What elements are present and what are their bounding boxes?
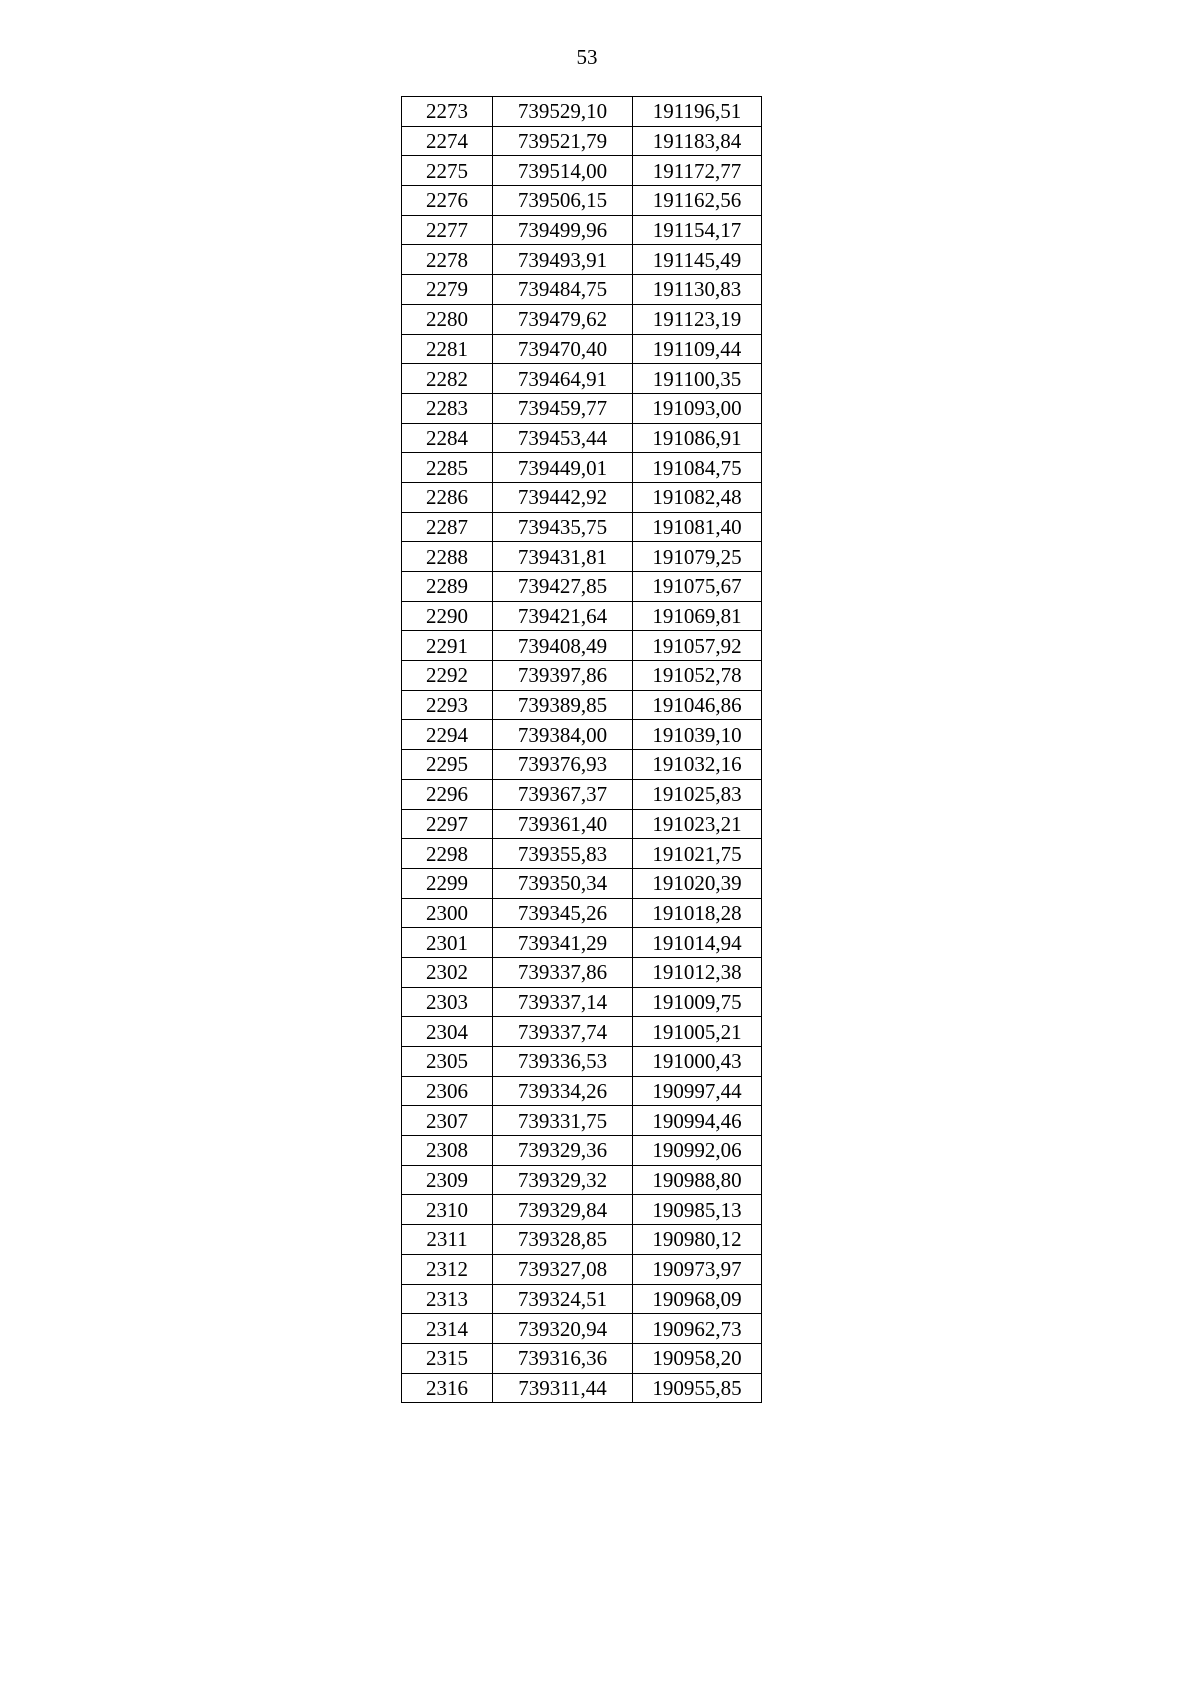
y-coordinate-cell: 191145,49 [633, 245, 762, 275]
table-row [402, 512, 762, 542]
x-coordinate-cell: 739328,85 [493, 1225, 633, 1255]
point-number-cell: 2313 [402, 1284, 493, 1314]
x-coordinate-cell: 739376,93 [493, 750, 633, 780]
x-coordinate-cell: 739464,91 [493, 364, 633, 394]
y-coordinate-cell: 191123,19 [633, 304, 762, 334]
table-row [402, 1254, 762, 1284]
point-number-cell: 2295 [402, 750, 493, 780]
point-number-cell: 2280 [402, 304, 493, 334]
x-coordinate-cell: 739311,44 [493, 1373, 633, 1403]
x-coordinate-cell: 739361,40 [493, 809, 633, 839]
point-number-cell: 2305 [402, 1047, 493, 1077]
y-coordinate-cell: 191039,10 [633, 720, 762, 750]
table-row [402, 750, 762, 780]
table-row [402, 304, 762, 334]
table-row [402, 601, 762, 631]
table-row [402, 334, 762, 364]
point-number-cell: 2277 [402, 215, 493, 245]
point-number-cell: 2296 [402, 779, 493, 809]
x-coordinate-cell: 739329,32 [493, 1165, 633, 1195]
y-coordinate-cell: 191093,00 [633, 393, 762, 423]
y-coordinate-cell: 191154,17 [633, 215, 762, 245]
point-number-cell: 2286 [402, 482, 493, 512]
coordinates-table-body [402, 97, 762, 1403]
table-row [402, 1373, 762, 1403]
x-coordinate-cell: 739529,10 [493, 97, 633, 127]
point-number-cell: 2293 [402, 690, 493, 720]
point-number-cell: 2309 [402, 1165, 493, 1195]
y-coordinate-cell: 191081,40 [633, 512, 762, 542]
y-coordinate-cell: 191057,92 [633, 631, 762, 661]
point-number-cell: 2297 [402, 809, 493, 839]
x-coordinate-cell: 739449,01 [493, 453, 633, 483]
y-coordinate-cell: 191000,43 [633, 1047, 762, 1077]
x-coordinate-cell: 739397,86 [493, 661, 633, 691]
point-number-cell: 2273 [402, 97, 493, 127]
y-coordinate-cell: 191021,75 [633, 839, 762, 869]
x-coordinate-cell: 739316,36 [493, 1343, 633, 1373]
y-coordinate-cell: 190985,13 [633, 1195, 762, 1225]
point-number-cell: 2276 [402, 186, 493, 216]
x-coordinate-cell: 739327,08 [493, 1254, 633, 1284]
point-number-cell: 2300 [402, 898, 493, 928]
point-number-cell: 2287 [402, 512, 493, 542]
y-coordinate-cell: 191196,51 [633, 97, 762, 127]
table-row [402, 928, 762, 958]
x-coordinate-cell: 739320,94 [493, 1314, 633, 1344]
point-number-cell: 2306 [402, 1076, 493, 1106]
x-coordinate-cell: 739506,15 [493, 186, 633, 216]
table-row [402, 720, 762, 750]
y-coordinate-cell: 190968,09 [633, 1284, 762, 1314]
table-row [402, 1284, 762, 1314]
point-number-cell: 2288 [402, 542, 493, 572]
table-row [402, 898, 762, 928]
x-coordinate-cell: 739336,53 [493, 1047, 633, 1077]
y-coordinate-cell: 191046,86 [633, 690, 762, 720]
x-coordinate-cell: 739389,85 [493, 690, 633, 720]
x-coordinate-cell: 739350,34 [493, 868, 633, 898]
table-row [402, 453, 762, 483]
table-row [402, 661, 762, 691]
x-coordinate-cell: 739499,96 [493, 215, 633, 245]
table-row [402, 215, 762, 245]
table-row [402, 957, 762, 987]
y-coordinate-cell: 191032,16 [633, 750, 762, 780]
point-number-cell: 2279 [402, 275, 493, 305]
x-coordinate-cell: 739341,29 [493, 928, 633, 958]
y-coordinate-cell: 190980,12 [633, 1225, 762, 1255]
y-coordinate-cell: 191075,67 [633, 572, 762, 602]
table-row [402, 868, 762, 898]
y-coordinate-cell: 190973,97 [633, 1254, 762, 1284]
table-row [402, 156, 762, 186]
table-row [402, 245, 762, 275]
point-number-cell: 2299 [402, 868, 493, 898]
x-coordinate-cell: 739427,85 [493, 572, 633, 602]
y-coordinate-cell: 191025,83 [633, 779, 762, 809]
y-coordinate-cell: 190962,73 [633, 1314, 762, 1344]
x-coordinate-cell: 739459,77 [493, 393, 633, 423]
point-number-cell: 2312 [402, 1254, 493, 1284]
point-number-cell: 2304 [402, 1017, 493, 1047]
x-coordinate-cell: 739431,81 [493, 542, 633, 572]
point-number-cell: 2275 [402, 156, 493, 186]
y-coordinate-cell: 191183,84 [633, 126, 762, 156]
table-row [402, 542, 762, 572]
point-number-cell: 2282 [402, 364, 493, 394]
y-coordinate-cell: 191084,75 [633, 453, 762, 483]
table-row [402, 987, 762, 1017]
table-row [402, 97, 762, 127]
x-coordinate-cell: 739329,84 [493, 1195, 633, 1225]
table-row [402, 1225, 762, 1255]
x-coordinate-cell: 739329,36 [493, 1136, 633, 1166]
y-coordinate-cell: 191020,39 [633, 868, 762, 898]
y-coordinate-cell: 190955,85 [633, 1373, 762, 1403]
x-coordinate-cell: 739337,74 [493, 1017, 633, 1047]
y-coordinate-cell: 191079,25 [633, 542, 762, 572]
y-coordinate-cell: 190997,44 [633, 1076, 762, 1106]
y-coordinate-cell: 190994,46 [633, 1106, 762, 1136]
y-coordinate-cell: 190992,06 [633, 1136, 762, 1166]
y-coordinate-cell: 191109,44 [633, 334, 762, 364]
table-row [402, 482, 762, 512]
table-row [402, 1047, 762, 1077]
x-coordinate-cell: 739514,00 [493, 156, 633, 186]
table-row [402, 126, 762, 156]
coordinates-table [401, 96, 762, 1403]
point-number-cell: 2291 [402, 631, 493, 661]
table-row [402, 839, 762, 869]
y-coordinate-cell: 191009,75 [633, 987, 762, 1017]
x-coordinate-cell: 739484,75 [493, 275, 633, 305]
table-row [402, 275, 762, 305]
y-coordinate-cell: 191082,48 [633, 482, 762, 512]
x-coordinate-cell: 739408,49 [493, 631, 633, 661]
y-coordinate-cell: 191162,56 [633, 186, 762, 216]
point-number-cell: 2281 [402, 334, 493, 364]
x-coordinate-cell: 739479,62 [493, 304, 633, 334]
point-number-cell: 2307 [402, 1106, 493, 1136]
page-number: 53 [576, 45, 598, 69]
y-coordinate-cell: 191014,94 [633, 928, 762, 958]
y-coordinate-cell: 191086,91 [633, 423, 762, 453]
y-coordinate-cell: 191023,21 [633, 809, 762, 839]
table-row [402, 1076, 762, 1106]
x-coordinate-cell: 739337,86 [493, 957, 633, 987]
x-coordinate-cell: 739331,75 [493, 1106, 633, 1136]
y-coordinate-cell: 190988,80 [633, 1165, 762, 1195]
table-row [402, 1017, 762, 1047]
table-row [402, 1106, 762, 1136]
point-number-cell: 2308 [402, 1136, 493, 1166]
x-coordinate-cell: 739435,75 [493, 512, 633, 542]
point-number-cell: 2283 [402, 393, 493, 423]
x-coordinate-cell: 739345,26 [493, 898, 633, 928]
table-row [402, 1165, 762, 1195]
point-number-cell: 2289 [402, 572, 493, 602]
y-coordinate-cell: 191012,38 [633, 957, 762, 987]
table-row [402, 1136, 762, 1166]
point-number-cell: 2294 [402, 720, 493, 750]
x-coordinate-cell: 739521,79 [493, 126, 633, 156]
point-number-cell: 2303 [402, 987, 493, 1017]
point-number-cell: 2290 [402, 601, 493, 631]
table-row [402, 809, 762, 839]
point-number-cell: 2311 [402, 1225, 493, 1255]
y-coordinate-cell: 191069,81 [633, 601, 762, 631]
point-number-cell: 2314 [402, 1314, 493, 1344]
point-number-cell: 2310 [402, 1195, 493, 1225]
table-row [402, 690, 762, 720]
x-coordinate-cell: 739334,26 [493, 1076, 633, 1106]
x-coordinate-cell: 739384,00 [493, 720, 633, 750]
table-row [402, 186, 762, 216]
table-row [402, 364, 762, 394]
point-number-cell: 2292 [402, 661, 493, 691]
point-number-cell: 2298 [402, 839, 493, 869]
point-number-cell: 2285 [402, 453, 493, 483]
y-coordinate-cell: 191130,83 [633, 275, 762, 305]
point-number-cell: 2278 [402, 245, 493, 275]
y-coordinate-cell: 191100,35 [633, 364, 762, 394]
table-row [402, 572, 762, 602]
x-coordinate-cell: 739421,64 [493, 601, 633, 631]
point-number-cell: 2315 [402, 1343, 493, 1373]
table-row [402, 1343, 762, 1373]
point-number-cell: 2274 [402, 126, 493, 156]
table-row [402, 779, 762, 809]
x-coordinate-cell: 739355,83 [493, 839, 633, 869]
x-coordinate-cell: 739470,40 [493, 334, 633, 364]
x-coordinate-cell: 739337,14 [493, 987, 633, 1017]
x-coordinate-cell: 739493,91 [493, 245, 633, 275]
y-coordinate-cell: 191172,77 [633, 156, 762, 186]
x-coordinate-cell: 739367,37 [493, 779, 633, 809]
y-coordinate-cell: 190958,20 [633, 1343, 762, 1373]
point-number-cell: 2316 [402, 1373, 493, 1403]
table-row [402, 1314, 762, 1344]
table-row [402, 423, 762, 453]
point-number-cell: 2301 [402, 928, 493, 958]
point-number-cell: 2284 [402, 423, 493, 453]
x-coordinate-cell: 739442,92 [493, 482, 633, 512]
x-coordinate-cell: 739453,44 [493, 423, 633, 453]
y-coordinate-cell: 191018,28 [633, 898, 762, 928]
table-row [402, 631, 762, 661]
y-coordinate-cell: 191052,78 [633, 661, 762, 691]
x-coordinate-cell: 739324,51 [493, 1284, 633, 1314]
table-row [402, 1195, 762, 1225]
y-coordinate-cell: 191005,21 [633, 1017, 762, 1047]
point-number-cell: 2302 [402, 957, 493, 987]
table-row [402, 393, 762, 423]
